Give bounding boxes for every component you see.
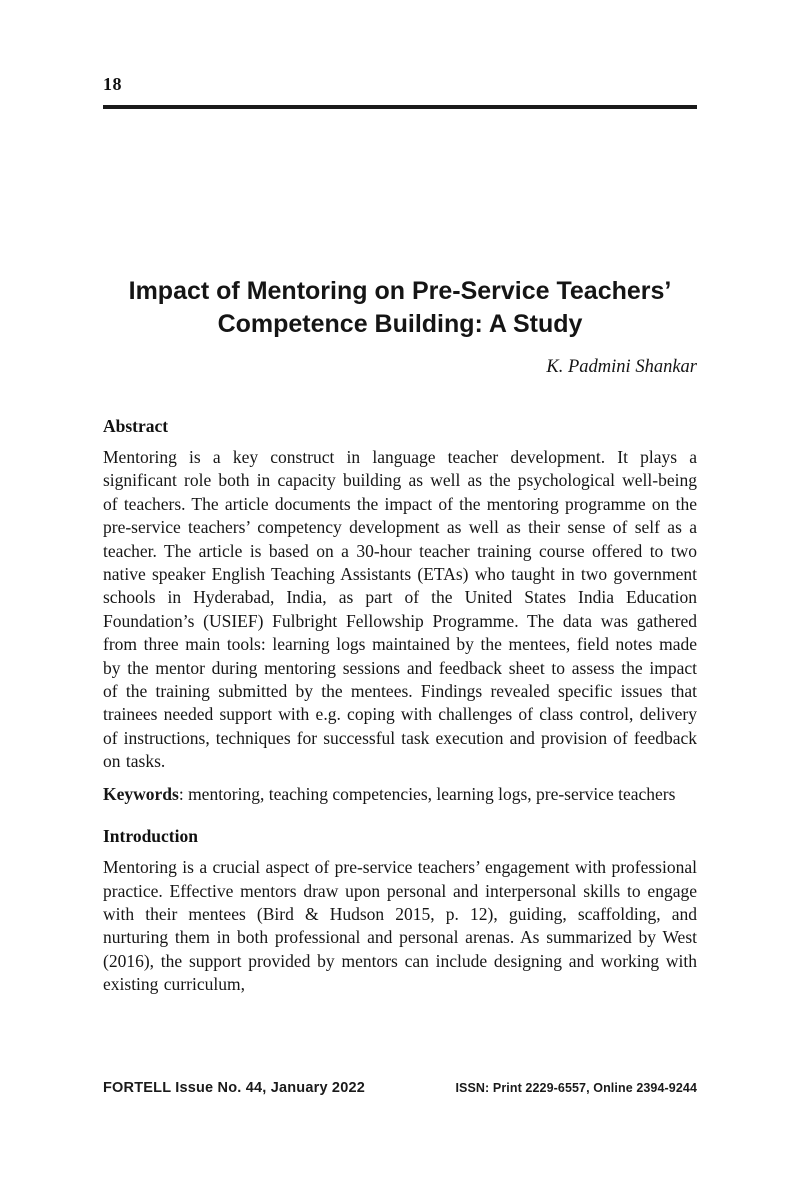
page-footer [103,1080,697,1096]
keywords-label: Keywords [103,783,179,804]
abstract-body: Mentoring is a key construct in language teacher development. It plays a significant role both in capacity building as well as the psychological well-being of teachers. The article documents the impact of the mentoring programme on the pre-service teachers’ competency development as well as their sense of self as a teacher. The article is based on a 30-hour teacher training course offered to two native speaker English Teaching Assistants (ETAs) who taught in two government schools in Hyderabad, India, as part of the United States India Education Foundation’s (USIEF) Fulbright Fellowship Programme. The data was gathered from three main tools: learning logs maintained by the mentees, field notes made by the mentor during mentoring sessions and feedback sheet to assess the impact of the training submitted by the mentees. Findings revealed specific issues that trainees needed support with e.g. coping with challenges of class control, delivery of instructions, techniques for successful task execution and provision of feedback on tasks. [103,447,697,772]
keywords-line [103,783,697,806]
article-title-line-1: Impact of Mentoring on Pre-Service Teachers’ [128,277,672,305]
footer-journal-info: FORTELL Issue No. 44, January 2022 [103,1080,365,1096]
keywords-text: : mentoring, teaching competencies, learning logs, pre-service teachers [178,783,676,804]
page-number: 18 [103,74,122,94]
footer-issn-info: ISSN: Print 2229-6557, Online 2394-9244 [455,1081,697,1095]
introduction-body: Mentoring is a crucial aspect of pre-service teachers’ engagement with professional practice. Effective mentors draw upon personal and interpersonal skills to engage with their mentees (Bird & Hudson 2015, p. 12), guiding, scaffolding, and nurturing them in both professional and personal arenas. As summarized by West (2016), the support provided by mentors can include designing and working with existing curriculum, [103,857,697,995]
introduction-heading: Introduction [103,826,198,847]
article-title-line-2: Competence Building: A Study [217,310,583,338]
article-title [103,275,697,341]
author-name: K. Padmini Shankar [546,357,697,377]
header-rule [103,105,697,109]
abstract-heading: Abstract [103,416,169,436]
